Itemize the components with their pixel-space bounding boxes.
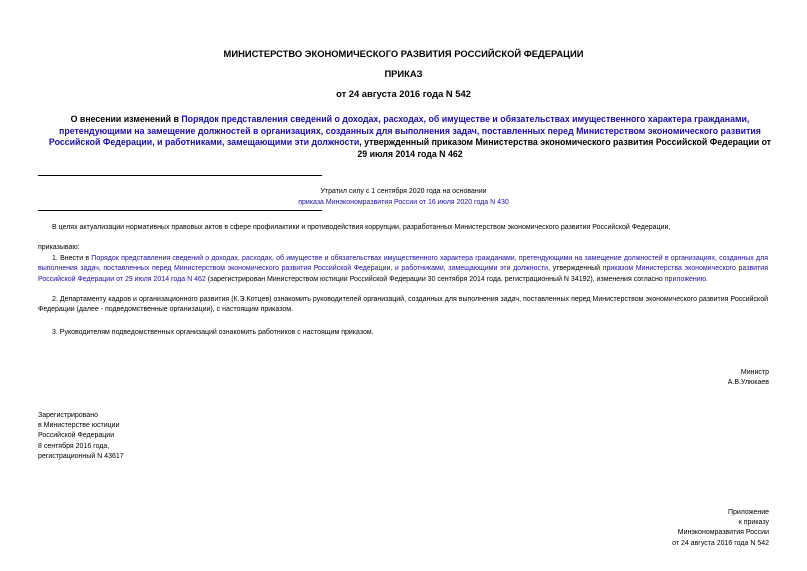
p1-text-d: . [705, 275, 708, 283]
registration-line: в Министерстве юстиции [38, 422, 120, 430]
p1-appendix-link[interactable]: приложению [664, 275, 706, 283]
signature-role: Министр [740, 369, 769, 376]
preamble-paragraph: В целях актуализации нормативных правовых актов в сфере профилактики и противодействия коррупции, разработанных Министерством экономического развития Российской Федерации, [52, 224, 671, 231]
appendix-line: Минэкономразвития России [677, 529, 769, 537]
paragraph-2: 2. Департаменту кадров и организационного развития (К.Э.Котцев) ознакомить руководителей организаций, созданных для выполнения задач, поставленных перед Министерством экономического развития Российской Федерации (далее - подведомственные организации), с настоящим приказом. [38, 296, 768, 314]
p1-text-a: 1. Внести в [52, 255, 92, 262]
registration-line: Зарегистрировано [38, 412, 98, 419]
title-link[interactable]: Порядок представления сведений о доходах, расходах, об имуществе и обязательствах имущественного характера гражданами, претендующими на замещение должностей в организациях, созданных для выполнения задач, поставленных перед Министерством экономического развития Российской Федерации, и работниками, замещающими эти должности [48, 114, 761, 147]
p1-text-b: , утвержденный [548, 265, 603, 273]
title-prefix: О внесении изменений в [70, 114, 182, 124]
lost-force-link[interactable]: приказа Минэкономразвития России от 16 июля 2020 года N 430 [298, 198, 509, 206]
paragraph-3: 3. Руководителям подведомственных организаций ознакомить работников с настоящим приказом. [52, 329, 374, 336]
lost-force-note [0, 187, 807, 208]
registration-line: регистрационный N 43617 [38, 452, 124, 460]
appendix-line: от 24 августа 2016 года N 542 [672, 539, 769, 547]
appendix-block [672, 508, 769, 549]
divider-top [38, 175, 322, 176]
ministry-heading: МИНИСТЕРСТВО ЭКОНОМИЧЕСКОГО РАЗВИТИЯ РОССИЙСКОЙ ФЕДЕРАЦИИ [223, 48, 584, 59]
p1-text-c: (зарегистрирован Министерством юстиции Российской Федерации 30 сентября 2014 года, регистрационный N 34192), изменения согласно [205, 275, 665, 283]
signature-name: А.В.Улюкаев [727, 379, 769, 386]
divider-bottom [38, 210, 322, 211]
lost-force-text: Утратил силу с 1 сентября 2020 года на основании [320, 188, 487, 195]
p1-order-link[interactable]: приказом Министерства экономического развития Российской Федерации от 29 июля 2014 года N 462 [38, 265, 768, 283]
order-word: приказываю: [38, 244, 80, 251]
date-number-heading: от 24 августа 2016 года N 542 [336, 88, 471, 99]
document-title [46, 114, 774, 160]
signature-block [728, 368, 769, 388]
paragraph-1 [38, 254, 768, 285]
doc-type-heading: ПРИКАЗ [384, 68, 423, 79]
registration-line: Российской Федерации [38, 432, 115, 440]
registration-line: 8 сентября 2016 года, [38, 442, 110, 450]
title-suffix: , утвержденный приказом Министерства экономического развития Российской Федерации от 29 июля 2014 года N 462 [357, 137, 772, 159]
appendix-line: к приказу [738, 519, 769, 527]
p1-procedure-link[interactable]: Порядок представления сведений о доходах, расходах, об имуществе и обязательствах имущественного характера гражданами, претендующими на замещение должностей в организациях, созданных для выполнения задач, поставленных перед Министерством экономического развития Российской Федерации, и работниками, замещающими эти должности [38, 255, 768, 273]
appendix-line: Приложение [727, 509, 769, 516]
registration-block [38, 411, 124, 462]
